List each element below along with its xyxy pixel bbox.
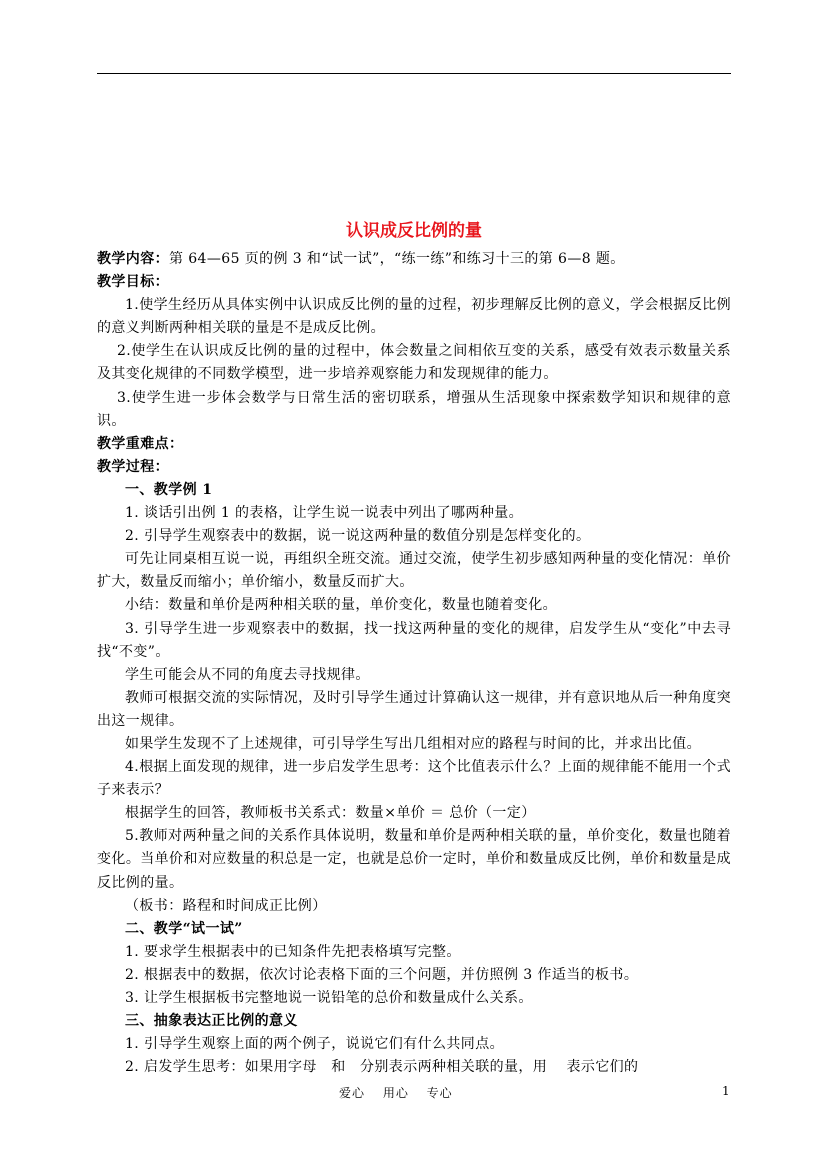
goal-3: 3.使学生进一步体会数学与日常生活的密切联系，增强从生活现象中探索数学知识和规律的意识。: [97, 389, 731, 429]
document-body: [97, 218, 731, 1079]
section-3-item-1: 1. 引导学生观察上面的两个例子，说说它们有什么共同点。: [125, 1036, 505, 1053]
section-3-item-2: 2. 启发学生思考：如果用字母 和 分别表示两种相关联的量，用 表示它们的: [125, 1059, 639, 1076]
section-1-item-7: 如果学生发现不了上述规律，可引导学生写出几组相对应的路程与时间的比，并求出比值。: [125, 735, 701, 752]
section-1-heading: 一、教学例 1: [125, 481, 213, 498]
section-1-board-note: （板书：路程和时间成正比例）: [125, 897, 327, 914]
goals-label: 教学目标：: [97, 274, 169, 291]
section-2-item-2: 2. 根据表中的数据，依次讨论表格下面的三个问题，并仿照例 3 作适当的板书。: [125, 966, 639, 983]
section-1-item-3: 可先让同桌相互说一说，再组织全班交流。通过交流，使学生初步感知两种量的变化情况：单价扩大，数量反而缩小；单价缩小，数量反而扩大。: [97, 551, 731, 591]
section-2-item-3: 3. 让学生根据板书完整地说一说铅笔的总价和数量成什么关系。: [125, 990, 533, 1006]
content-label: 教学内容：: [97, 251, 169, 267]
footer-motto: 爱心 用心 专心: [339, 1086, 453, 1100]
section-2-item-1: 1. 要求学生根据表中的已知条件先把表格填写完整。: [125, 943, 461, 960]
section-1-item-4: 3. 引导学生进一步观察表中的数据，找一找这两种量的变化的规律，启发学生从“变化”中去寻找“不变”。: [97, 620, 731, 660]
document-title: 认识成反比例的量: [346, 221, 482, 241]
section-2-heading: 二、教学“试一试”: [125, 920, 243, 937]
content-text: 第 64—65 页的例 3 和“试一试”，“练一练”和练习十三的第 6—8 题。: [169, 251, 625, 267]
section-3-heading: 三、抽象表达正比例的意义: [125, 1013, 298, 1030]
goal-1: 1.使学生经历从具体实例中认识成反比例的量的过程，初步理解反比例的意义，学会根据反比例的意义判断两种相关联的量是不是成反比例。: [97, 297, 731, 337]
section-1-item-8: 4.根据上面发现的规律，进一步启发学生思考：这个比值表示什么？上面的规律能不能用一个式子来表示？: [97, 759, 731, 799]
section-1-item-5: 学生可能会从不同的角度去寻找规律。: [125, 666, 370, 683]
section-1-summary: 小结：数量和单价是两种相关联的量，单价变化，数量也随着变化。: [125, 597, 557, 614]
page-number: 1: [722, 1084, 730, 1098]
section-1-item-2: 2. 引导学生观察表中的数据，说一说这两种量的数值分别是怎样变化的。: [125, 528, 591, 545]
section-1-item-9: 根据学生的回答，教师板书关系式：数量×单价 ＝ 总价（一定）: [125, 805, 536, 822]
section-1-item-1: 1. 谈话引出例 1 的表格，让学生说一说表中列出了哪两种量。: [125, 505, 524, 522]
goal-2: 2.使学生在认识成反比例的量的过程中，体会数量之间相依互变的关系，感受有效表示数量关系及其变化规律的不同数学模型，进一步培养观察能力和发现规律的能力。: [97, 343, 731, 383]
content-line: [97, 248, 731, 271]
section-1-item-6: 教师可根据交流的实际情况，及时引导学生通过计算确认这一规律，并有意识地从后一种角度突出这一规律。: [97, 689, 731, 729]
process-label: 教学过程：: [97, 458, 169, 475]
section-1-item-10: 5.教师对两种量之间的关系作具体说明，数量和单价是两种相关联的量，单价变化，数量也随着变化。当单价和对应数量的积总是一定，也就是总价一定时，单价和数量成反比例，单价和数量是成反比例的量。: [97, 828, 731, 891]
header-rule: [97, 73, 731, 74]
difficulty-label: 教学重难点：: [97, 435, 184, 452]
page-footer: [0, 1084, 827, 1104]
